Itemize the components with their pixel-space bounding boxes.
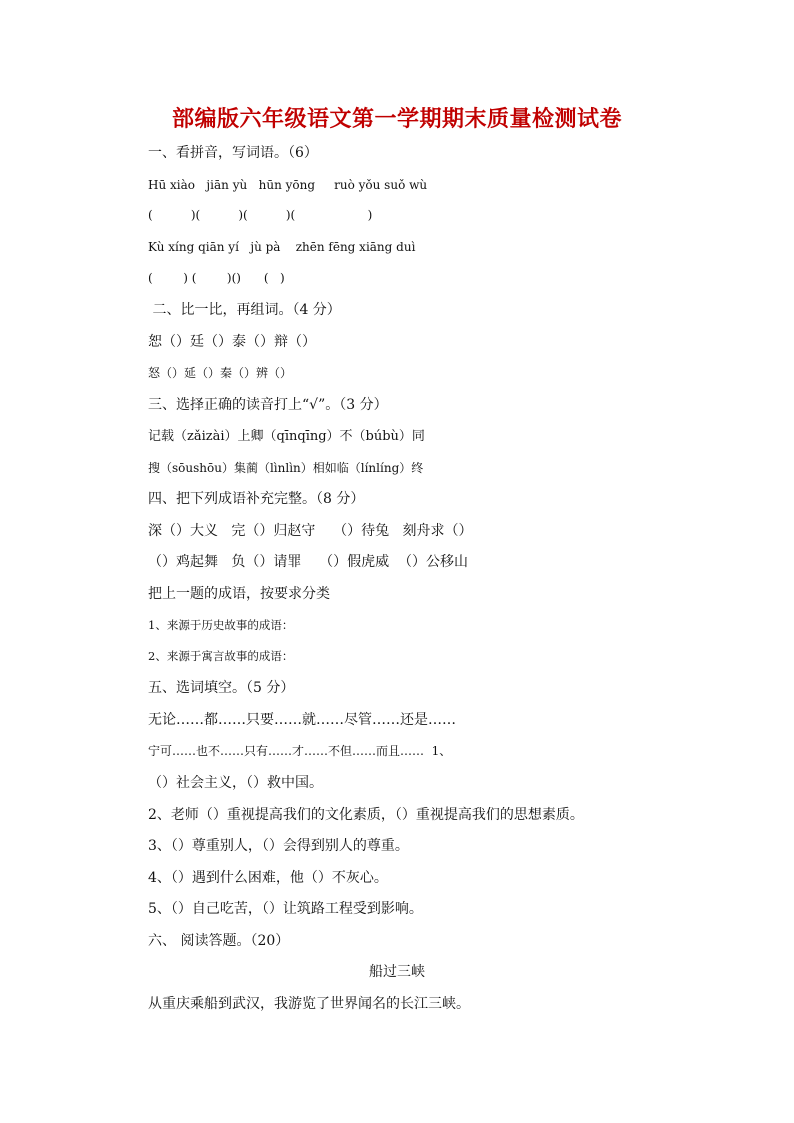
- section-6-heading: 六、 阅读答题。（20）: [148, 933, 290, 949]
- classify-fable-item: 2、来源于寓言故事的成语：: [148, 649, 294, 663]
- section-4-heading: 四、把下列成语补充完整。（8 分）: [148, 491, 365, 507]
- compare-row-1: 恕（）廷（）泰（）辩（）: [148, 334, 316, 350]
- section-5-heading: 五、选词填空。（5 分）: [148, 680, 295, 696]
- fill-sentence-5: 5、（）自己吃苦，（）让筑路工程受到影响。: [148, 901, 423, 917]
- pronunciation-row-1: 记载（zǎizài）上卿（qīnqīng）不（búbù）同: [148, 429, 425, 444]
- section-3-heading: 三、选择正确的读音打上“√”。（3 分）: [148, 397, 388, 413]
- classify-history-item: 1、来源于历史故事的成语：: [148, 618, 294, 632]
- answer-brackets-row-2: ( ) ( )() ( ): [148, 271, 285, 285]
- section-2-heading: 二、比一比，再组词。（4 分）: [148, 302, 341, 318]
- idiom-classify-instruction: 把上一题的成语，按要求分类: [148, 586, 330, 602]
- answer-brackets-row-1: ( )( )( )( ): [148, 208, 373, 222]
- conjunction-options-row-2: 宁可……也不……只有……才……不但……而且…… 1、: [148, 744, 452, 758]
- reading-passage-title: 船过三峡: [369, 964, 425, 980]
- conjunction-options-row-1: 无论……都……只要……就……尽管……还是……: [148, 712, 456, 728]
- exam-title: 部编版六年级语文第一学期期末质量检测试卷: [171, 106, 622, 132]
- idiom-row-2: （）鸡起舞 负（）请罪 （）假虎威 （）公移山: [148, 554, 469, 570]
- pinyin-row-1: Hū xiào jiān yù hūn yōng ruò yǒu suǒ wù: [148, 178, 428, 192]
- compare-row-2: 怒（）延（）秦（）辨（）: [148, 366, 293, 380]
- fill-sentence-2: 2、老师（）重视提高我们的文化素质，（）重视提高我们的思想素质。: [148, 807, 584, 823]
- pinyin-row-2: Kù xíng qiān yí jù pà zhēn fēng xiāng duì: [148, 240, 416, 254]
- pronunciation-row-2: 搜（sōushōu）集蔺（lìnlìn）相如临（línlíng）终: [148, 461, 424, 475]
- fill-sentence-4: 4、（）遇到什么困难，他（）不灰心。: [148, 870, 388, 886]
- fill-sentence-3: 3、（）尊重别人，（）会得到别人的尊重。: [148, 838, 409, 854]
- reading-passage-first-line: 从重庆乘船到武汉，我游览了世界闻名的长江三峡。: [148, 996, 470, 1012]
- section-1-heading: 一、看拼音，写词语。（6）: [148, 145, 318, 161]
- fill-sentence-1: （）社会主义，（）救中国。: [148, 775, 323, 791]
- idiom-row-1: 深（）大义 完（）归赵守 （）待兔 刻舟求（）: [148, 523, 473, 539]
